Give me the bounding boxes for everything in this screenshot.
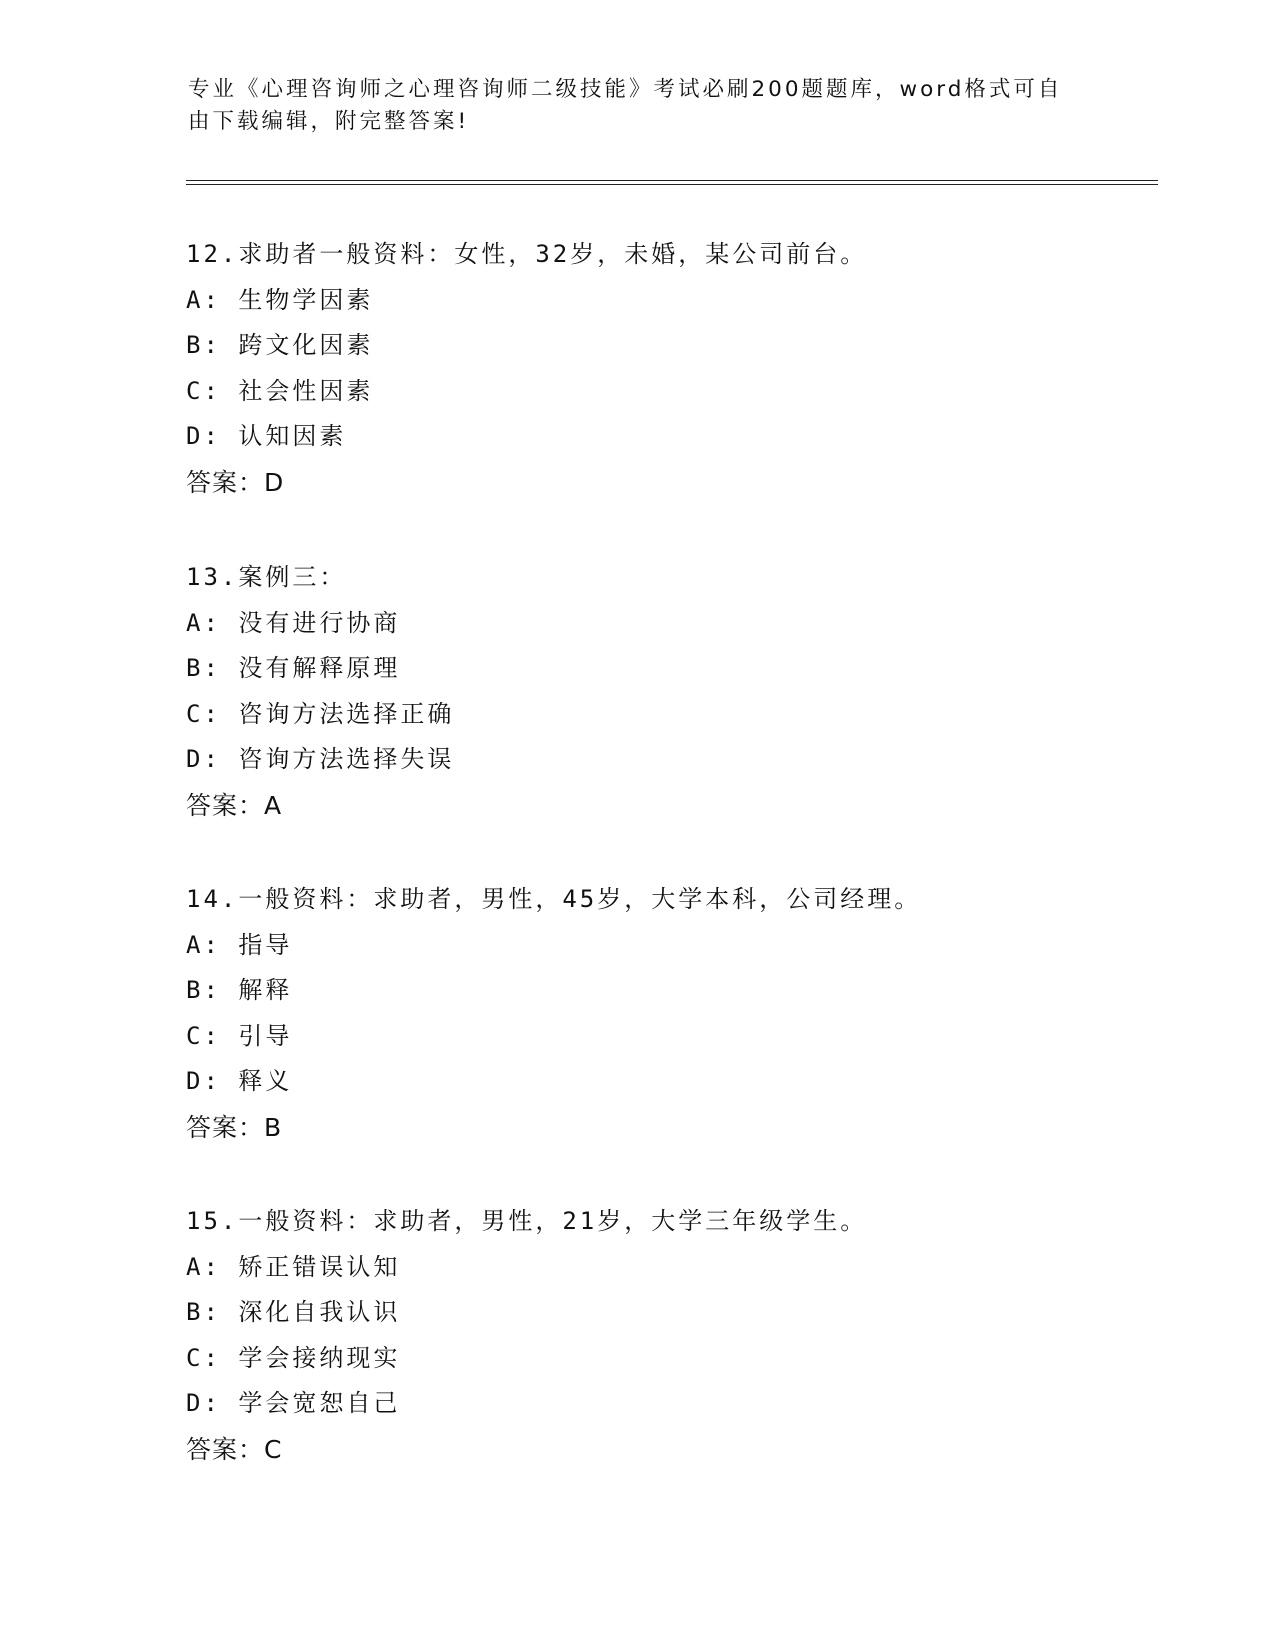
question-14 — [186, 877, 1166, 1151]
answer: 答案：D — [186, 467, 285, 497]
option-c: C: 学会接纳现实 — [186, 1343, 401, 1372]
answer: 答案：C — [186, 1434, 283, 1464]
question-stem: 12.求助者一般资料：女性，32岁，未婚，某公司前台。 — [186, 240, 868, 268]
question-stem: 15.一般资料：求助者，男性，21岁，大学三年级学生。 — [186, 1207, 868, 1235]
question-13 — [186, 555, 1166, 829]
question-stem: 13.案例三： — [186, 563, 347, 591]
option-b: B: 深化自我认识 — [186, 1298, 401, 1327]
option-d: D: 学会宽恕自己 — [186, 1389, 401, 1418]
question-12 — [186, 232, 1166, 506]
option-d: D: 咨询方法选择失误 — [186, 745, 455, 774]
option-a: A: 矫正错误认知 — [186, 1252, 401, 1281]
option-c: C: 咨询方法选择正确 — [186, 699, 455, 728]
header-line-1: 专业《心理咨询师之心理咨询师二级技能》考试必刷200题题库，word格式可自 — [188, 77, 1063, 102]
header-divider-top — [186, 180, 1158, 181]
answer: 答案：A — [186, 790, 283, 820]
option-b: B: 解释 — [186, 976, 293, 1005]
header-line-2: 由下载编辑，附完整答案! — [188, 109, 470, 134]
answer: 答案：B — [186, 1112, 283, 1142]
option-b: B: 没有解释原理 — [186, 654, 401, 683]
option-a: A: 生物学因素 — [186, 285, 374, 314]
option-d: D: 释义 — [186, 1067, 293, 1096]
option-a: A: 指导 — [186, 930, 293, 959]
option-c: C: 社会性因素 — [186, 376, 374, 405]
option-c: C: 引导 — [186, 1021, 293, 1050]
option-a: A: 没有进行协商 — [186, 608, 401, 637]
document-header — [188, 74, 1068, 138]
option-b: B: 跨文化因素 — [186, 331, 374, 360]
header-divider-bottom — [186, 184, 1158, 185]
option-d: D: 认知因素 — [186, 422, 347, 451]
question-15 — [186, 1199, 1166, 1473]
question-stem: 14.一般资料：求助者，男性，45岁，大学本科，公司经理。 — [186, 885, 922, 913]
